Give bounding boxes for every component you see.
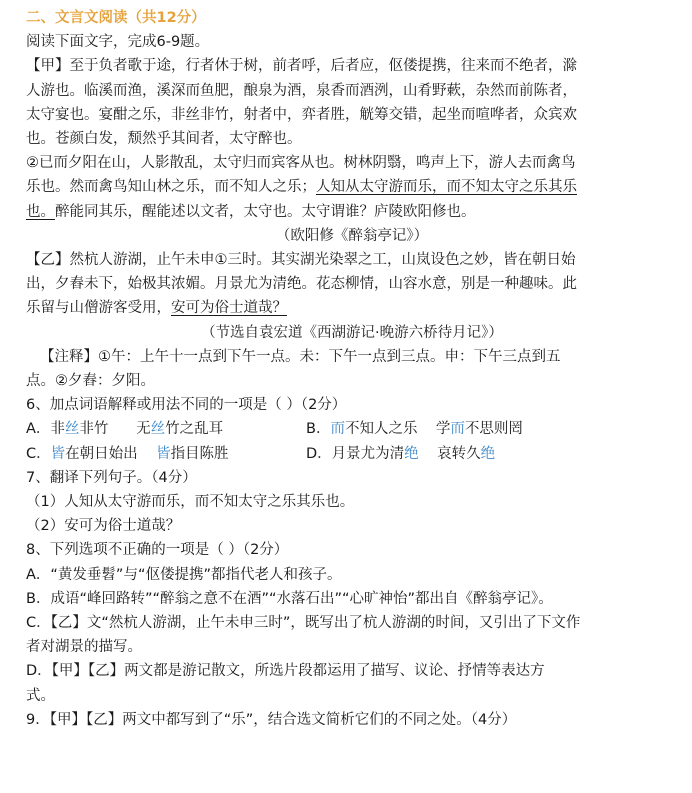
option-a: A．“黄发垂髫”与“伛偻提携”都指代老人和孩子。 bbox=[26, 566, 342, 583]
option-c-cont: 者对湖景的描写。 bbox=[26, 639, 142, 656]
source-attribution: （节选自袁宏道《西湖游记·晚游六桥待月记》） bbox=[201, 324, 503, 341]
sub-question: （2）安可为俗士道哉？ bbox=[26, 518, 181, 535]
passage-text: 乐也。然而禽鸟知山林之乐，而不知人之乐； bbox=[26, 179, 316, 196]
passage-line: 人游也。临溪而渔，溪深而鱼肥，酿泉为酒，泉香而酒洌，山肴野蔌，杂然而前陈者， bbox=[26, 82, 577, 99]
option-row bbox=[26, 417, 678, 441]
question-8 bbox=[26, 538, 678, 707]
dotted-word: 绝 bbox=[480, 445, 496, 462]
passage-text: 乐留与山僧游客受用， bbox=[26, 300, 171, 317]
question-6 bbox=[26, 393, 678, 466]
dotted-word: 绝 bbox=[404, 445, 419, 462]
question-9 bbox=[26, 708, 678, 732]
option-d: D．月景尤为清绝 哀转久绝 bbox=[306, 445, 496, 462]
passage-line: ②已而夕阳在山，人影散乱，太守归而宾客从也。树林阴翳，鸣声上下，游人去而禽鸟 bbox=[26, 155, 576, 172]
option-c: C．【乙】文“然杭人游湖，止午未申三时”，既写出了杭人游湖的时间，又引出了下文作 bbox=[26, 615, 581, 632]
note-line: 【注释】①午：上午十一点到下午一点。未：下午一点到三点。申：下午三点到五 bbox=[40, 348, 561, 365]
dotted-word: 而 bbox=[450, 421, 465, 438]
underlined-sentence: 安可为俗士道哉？ bbox=[171, 300, 287, 317]
dotted-word: 皆 bbox=[156, 445, 171, 462]
question-stem: 8、下列选项不正确的一项是（ ）（2分） bbox=[26, 542, 289, 559]
dotted-word: 丝 bbox=[150, 421, 166, 438]
sub-question: （1）人知从太守游而乐，而不知太守之乐其乐也。 bbox=[26, 494, 355, 511]
note-line: 点。②夕舂：夕阳。 bbox=[26, 373, 155, 390]
passage-line: 太守宴也。宴酣之乐，非丝非竹，射者中，弈者胜，觥筹交错，起坐而喧哗者，众宾欢 bbox=[26, 106, 577, 123]
question-7 bbox=[26, 466, 678, 539]
option-d-cont: 式。 bbox=[26, 687, 55, 704]
instructions: 阅读下面文字，完成6-9题。 bbox=[26, 34, 210, 51]
passage-yi bbox=[26, 248, 678, 345]
passage-line: 出，夕舂未下，始极其浓媚。月景尤为清绝。花态柳情，山容水意，别是一种趣味。此 bbox=[26, 276, 577, 293]
dotted-word: 而 bbox=[330, 421, 345, 438]
option-d: D．【甲】【乙】两文都是游记散文，所选片段都运用了描写、议论、抒情等表达方 bbox=[26, 663, 545, 680]
option-row bbox=[26, 442, 678, 466]
passage-line: 【乙】然杭人游湖，止午未申①三时。其实湖光染翠之工，山岚设色之妙，皆在朝日始 bbox=[26, 252, 576, 269]
underlined-sentence: 人知从太守游而乐，而不知太守之乐其乐 bbox=[316, 179, 577, 196]
passage-line: 【甲】至于负者歌于途，行者休于树，前者呼，后者应，伛偻提携，往来而不绝者，滁 bbox=[26, 58, 577, 75]
dotted-word: 丝 bbox=[64, 421, 80, 438]
question-stem: 7、翻译下列句子。（4分） bbox=[26, 469, 197, 486]
passage-line: 也。苍颜白发，颓然乎其间者，太守醉也。 bbox=[26, 131, 302, 148]
option-b: B．而不知人之乐 学而不思则罔 bbox=[306, 421, 523, 438]
option-a: A．非丝非竹 无丝竹之乱耳 bbox=[26, 421, 224, 438]
option-b: B．成语“峰回路转”“醉翁之意不在酒”“水落石出”“心旷神怡”都出自《醉翁亭记》。 bbox=[26, 590, 553, 607]
question-stem: 6、加点词语解释或用法不同的一项是（ ）（2分） bbox=[26, 397, 347, 414]
passage-text: 醉能同其乐，醒能述以文者，太守也。太守谓谁？庐陵欧阳修也。 bbox=[55, 203, 476, 220]
passage-line bbox=[26, 175, 678, 199]
section-title: 二、文言文阅读（共12分） bbox=[26, 10, 206, 26]
option-c: C．皆在朝日始出 皆指目陈胜 bbox=[26, 445, 229, 462]
question-stem: 9．【甲】【乙】两文中都写到了“乐”，结合选文简析它们的不同之处。（4分） bbox=[26, 711, 517, 728]
source-attribution: （欧阳修《醉翁亭记》） bbox=[275, 227, 429, 244]
dotted-word: 皆 bbox=[50, 445, 66, 462]
underlined-sentence-end: 也。 bbox=[26, 203, 55, 220]
passage-line bbox=[26, 200, 678, 224]
passage-jia bbox=[26, 54, 678, 248]
annotation bbox=[26, 345, 678, 393]
passage-line bbox=[26, 296, 678, 320]
